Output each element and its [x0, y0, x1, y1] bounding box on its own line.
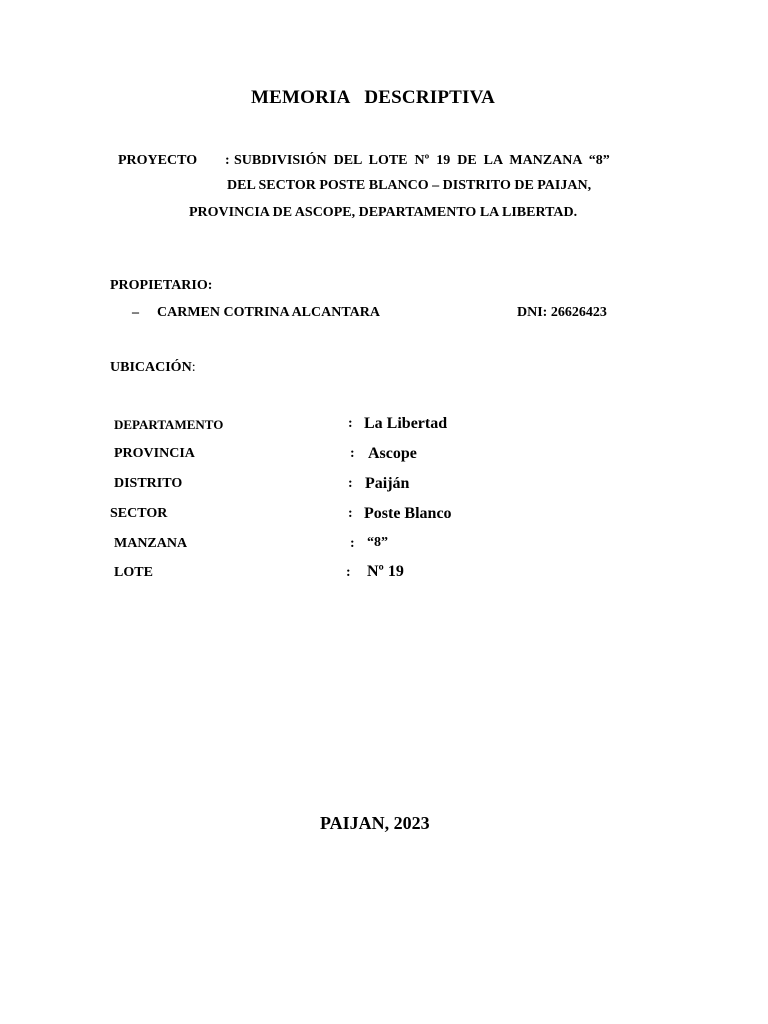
proyecto-line-1: SUBDIVISIÓN DEL LOTE Nº 19 DE LA MANZANA “8” — [234, 153, 610, 168]
row-manzana-label: MANZANA — [114, 536, 188, 551]
row-departamento-label: DEPARTAMENTO — [114, 417, 224, 432]
row-sector-value: Poste Blanco — [364, 505, 452, 522]
propietario-label: PROPIETARIO: — [110, 278, 213, 293]
row-provincia-label: PROVINCIA — [114, 446, 195, 461]
row-distrito-separator: : — [348, 476, 353, 491]
row-sector-label: SECTOR — [110, 506, 168, 521]
propietario-bullet: – — [132, 305, 139, 320]
row-provincia-value: Ascope — [368, 445, 417, 462]
proyecto-separator: : — [225, 153, 230, 168]
row-manzana-separator: : — [350, 536, 355, 551]
row-sector-separator: : — [348, 506, 353, 521]
proyecto-line-3: PROVINCIA DE ASCOPE, DEPARTAMENTO LA LIBERTAD. — [189, 205, 578, 220]
proyecto-label: PROYECTO — [118, 153, 198, 168]
row-provincia-separator: : — [350, 446, 355, 461]
row-lote-label: LOTE — [114, 565, 153, 580]
ubicacion-label: UBICACIÓN: — [110, 360, 196, 375]
row-distrito-label: DISTRITO — [114, 476, 183, 491]
propietario-dni: DNI: 26626423 — [517, 305, 607, 320]
row-distrito-value: Paiján — [365, 475, 410, 492]
document-title: MEMORIA DESCRIPTIVA — [251, 87, 496, 108]
propietario-name: CARMEN COTRINA ALCANTARA — [157, 305, 380, 320]
row-lote-value: Nº 19 — [367, 563, 404, 580]
row-manzana-value: “8” — [367, 535, 388, 550]
place-date: PAIJAN, 2023 — [320, 813, 430, 833]
row-lote-separator: : — [346, 565, 351, 580]
row-departamento-separator: : — [348, 416, 353, 431]
proyecto-line-2: DEL SECTOR POSTE BLANCO – DISTRITO DE PAIJAN, — [227, 178, 592, 193]
row-departamento-value: La Libertad — [364, 415, 448, 432]
